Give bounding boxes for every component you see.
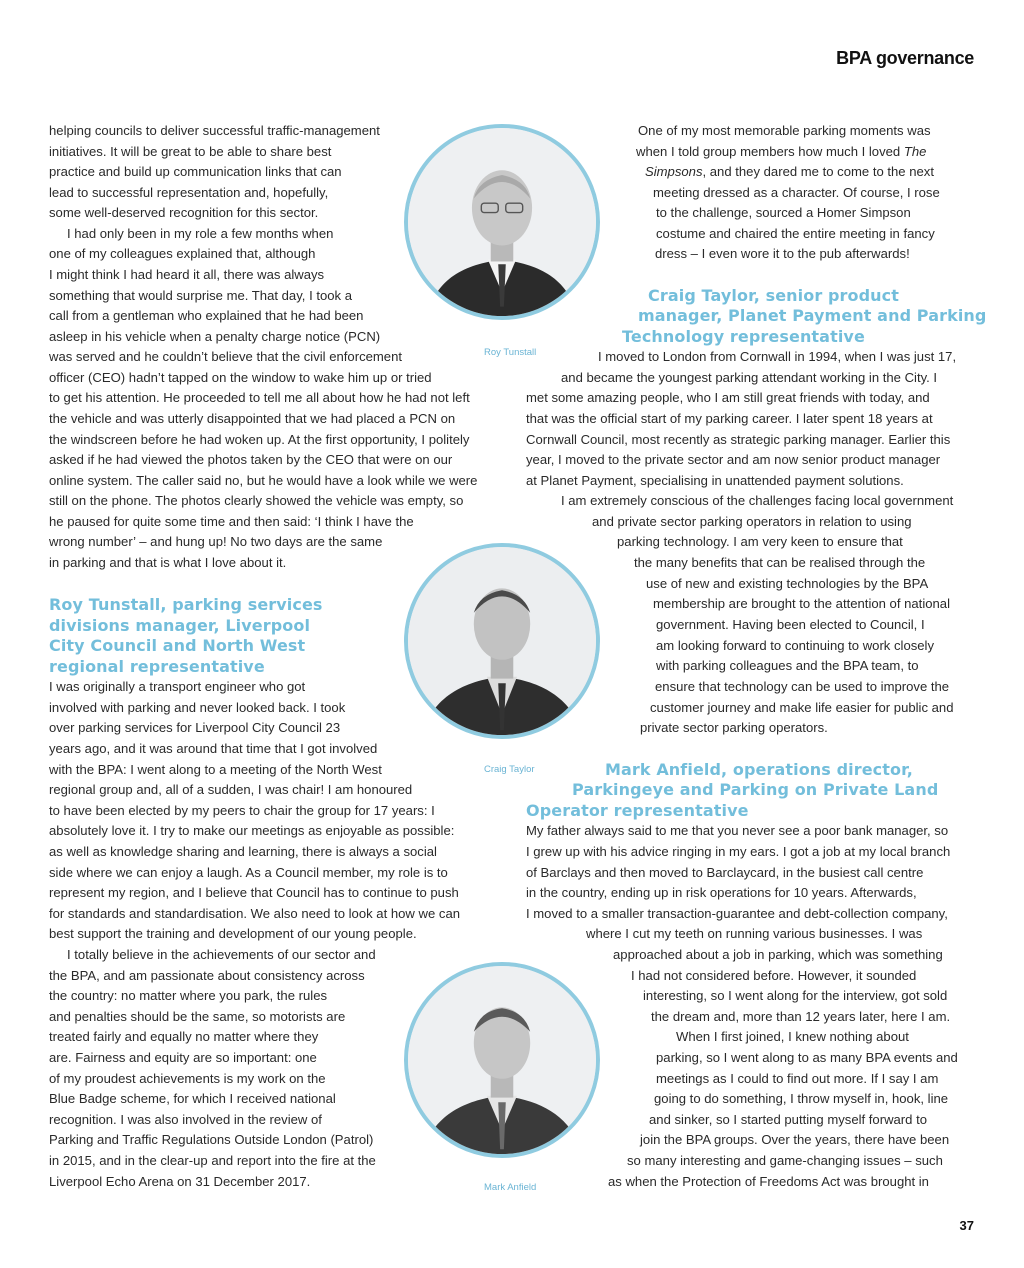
text-line: When I first joined, I knew nothing about <box>676 1029 909 1044</box>
text-line: years ago, and it was around that time that I got involved <box>49 741 378 756</box>
text-line: involved with parking and never looked back. I took <box>49 700 346 715</box>
text-line: I might think I had heard it all, there was always <box>49 267 325 282</box>
person-portrait-icon <box>408 547 596 735</box>
text-line: going to do something, I throw myself in, hook, line <box>654 1091 949 1106</box>
craig-taylor-photo <box>404 543 600 739</box>
text-line: I had only been in my role a few months when <box>67 226 334 241</box>
heading-line: Technology representative <box>622 327 865 346</box>
text-line: I grew up with his advice ringing in my ears. I got a job at my local branch <box>526 844 951 859</box>
text-line: and private sector parking operators in relation to using <box>592 514 912 529</box>
text-line: was served and he couldn’t believe that the civil enforcement <box>49 349 403 364</box>
text-line: parking, so I went along to as many BPA events and <box>656 1050 958 1065</box>
heading-line: Parkingeye and Parking on Private Land <box>572 780 939 799</box>
heading-line: divisions manager, Liverpool <box>49 616 311 635</box>
heading-line: Roy Tunstall, parking services <box>49 595 323 614</box>
text-line: best support the training and development of our young people. <box>49 926 417 941</box>
text-line: some well-deserved recognition for this sector. <box>49 205 319 220</box>
text-line: and sinker, so I started putting myself forward to <box>649 1112 928 1127</box>
text-line: one of my colleagues explained that, although <box>49 246 316 261</box>
text-line: Parking and Traffic Regulations Outside London (Patrol) <box>49 1132 374 1147</box>
text-line: to have been elected by my peers to chair the group for 17 years: I <box>49 803 435 818</box>
text-line: for standards and standardisation. We also need to look at how we can <box>49 906 461 921</box>
text-line: are. Fairness and equity are so important: one <box>49 1050 317 1065</box>
text-line: represent my region, and I believe that Council has to continue to push <box>49 885 459 900</box>
text-line: asleep in his vehicle when a penalty charge notice (PCN) <box>49 329 381 344</box>
text-line: in parking and that is what I love about it. <box>49 555 287 570</box>
text-line: Blue Badge scheme, for which I received national <box>49 1091 336 1106</box>
person-portrait-icon <box>408 966 596 1154</box>
text-line: use of new and existing technologies by the BPA <box>646 576 929 591</box>
text-line: helping councils to deliver successful traffic-management <box>49 123 380 138</box>
text-span: when I told group members how much I loved <box>636 144 904 159</box>
heading-line: Mark Anfield, operations director, <box>605 760 913 779</box>
text-line: the vehicle and was utterly disappointed that we had placed a PCN on <box>49 411 456 426</box>
text-line: the dream and, more than 12 years later, here I am. <box>651 1009 951 1024</box>
text-line: I was originally a transport engineer who got <box>49 679 306 694</box>
text-line: approached about a job in parking, which was something <box>613 947 943 962</box>
text-line: still on the phone. The photos clearly showed the vehicle was empty, so <box>49 493 464 508</box>
text-line: the country: no matter where you park, the rules <box>49 988 328 1003</box>
text-line: I am extremely conscious of the challenges facing local government <box>561 493 954 508</box>
italic-title: Simpsons <box>645 164 703 179</box>
text-line: as when the Protection of Freedoms Act was brought in <box>608 1174 929 1189</box>
section-title: BPA governance <box>836 48 974 68</box>
heading-line: Craig Taylor, senior product <box>648 286 900 305</box>
text-line: with parking colleagues and the BPA team, to <box>656 658 919 673</box>
text-line: customer journey and make life easier for public and <box>650 700 954 715</box>
text-line: One of my most memorable parking moments was <box>638 123 931 138</box>
text-line: I had not considered before. However, it sounded <box>631 968 917 983</box>
text-line: to get his attention. He proceeded to tell me all about how he had not left <box>49 390 470 405</box>
italic-title: The <box>903 144 927 159</box>
text-line: he paused for quite some time and then said: ‘I think I have the <box>49 514 414 529</box>
text-line: membership are brought to the attention of national <box>653 596 950 611</box>
photo-caption: Roy Tunstall <box>484 347 537 358</box>
text-line: My father always said to me that you never see a poor bank manager, so <box>526 823 949 838</box>
text-line: something that would surprise me. That day, I took a <box>49 288 353 303</box>
text-line: and penalties should be the same, so motorists are <box>49 1009 346 1024</box>
text-line: with the BPA: I went along to a meeting of the North West <box>49 762 382 777</box>
text-line: absolutely love it. I try to make our meetings as enjoyable as possible: <box>49 823 455 838</box>
text-line: in the country, ending up in risk operations for 10 years. Afterwards, <box>526 885 917 900</box>
text-line: I moved to London from Cornwall in 1994, when I was just 17, <box>598 349 957 364</box>
text-line: where I cut my teeth on running various businesses. I was <box>586 926 923 941</box>
text-line: private sector parking operators. <box>640 720 828 735</box>
text-line: call from a gentleman who explained that he had been <box>49 308 364 323</box>
text-span: , and they dared me to come to the next <box>702 164 934 179</box>
text-line: government. Having been elected to Council, I <box>656 617 925 632</box>
text-line: lead to successful representation and, hopefully, <box>49 185 329 200</box>
text-line: that was the official start of my parking career. I later spent 18 years at <box>526 411 933 426</box>
text-line: join the BPA groups. Over the years, there have been <box>640 1132 950 1147</box>
text-line: am looking forward to continuing to work closely <box>656 638 935 653</box>
text-line: asked if he had viewed the photos taken by the CEO that were on our <box>49 452 453 467</box>
text-line: as well as knowledge sharing and learning, there is always a social <box>49 844 437 859</box>
text-line: I moved to a smaller transaction-guarantee and debt-collection company, <box>526 906 948 921</box>
text-line: regional group and, all of a sudden, I was chair! I am honoured <box>49 782 413 797</box>
heading-line: Operator representative <box>526 801 749 820</box>
text-line: practice and build up communication links that can <box>49 164 342 179</box>
text-line: initiatives. It will be great to be able to share best <box>49 144 332 159</box>
text-line: to the challenge, sourced a Homer Simpson <box>656 205 911 220</box>
text-line: Cornwall Council, most recently as strategic parking manager. Earlier this <box>526 432 951 447</box>
text-line: side where we can enjoy a laugh. As a Council member, my role is to <box>49 865 448 880</box>
text-line: officer (CEO) hadn’t tapped on the window to wake him up or tried <box>49 370 432 385</box>
text-line: treated fairly and equally no matter where they <box>49 1029 319 1044</box>
text-line: of my proudest achievements is my work on the <box>49 1071 326 1086</box>
text-line: recognition. I was also involved in the review of <box>49 1112 322 1127</box>
text-line <box>645 162 934 182</box>
text-line: dress – I even wore it to the pub afterwards! <box>655 246 910 261</box>
person-portrait-icon <box>408 128 596 316</box>
text-line: met some amazing people, who I am still great friends with today, and <box>526 390 930 405</box>
text-line: at Planet Payment, specialising in unattended payment solutions. <box>526 473 904 488</box>
text-line: and became the youngest parking attendant working in the City. I <box>561 370 938 385</box>
text-line: wrong number’ – and hung up! No two days are the same <box>49 534 383 549</box>
page-number: 37 <box>959 1218 974 1233</box>
text-line <box>636 142 926 162</box>
text-line: of Barclays and then moved to Barclaycard, in the busiest call centre <box>526 865 924 880</box>
text-line: costume and chaired the entire meeting in fancy <box>656 226 935 241</box>
text-line: in 2015, and in the clear-up and report into the fire at the <box>49 1153 376 1168</box>
heading-line: City Council and North West <box>49 636 306 655</box>
text-line: year, I moved to the private sector and am now senior product manager <box>526 452 941 467</box>
text-line: interesting, so I went along for the interview, got sold <box>643 988 948 1003</box>
text-line: meeting dressed as a character. Of course, I rose <box>653 185 940 200</box>
roy-tunstall-photo <box>404 124 600 320</box>
text-line: so many interesting and game-changing issues – such <box>627 1153 943 1168</box>
text-line: Liverpool Echo Arena on 31 December 2017. <box>49 1174 311 1189</box>
photo-caption: Craig Taylor <box>484 764 535 775</box>
text-line: over parking services for Liverpool City Council 23 <box>49 720 341 735</box>
text-line: I totally believe in the achievements of our sector and <box>67 947 376 962</box>
text-line: the windscreen before he had woken up. At the first opportunity, I politely <box>49 432 470 447</box>
text-line: the BPA, and am passionate about consistency across <box>49 968 365 983</box>
text-line: online system. The caller said no, but he would have a look while we were <box>49 473 478 488</box>
text-line: ensure that technology can be used to improve the <box>655 679 950 694</box>
heading-line: regional representative <box>49 657 265 676</box>
text-line: the many benefits that can be realised through the <box>634 555 926 570</box>
heading-line: manager, Planet Payment and Parking <box>638 306 987 325</box>
mark-anfield-photo <box>404 962 600 1158</box>
text-line: parking technology. I am very keen to ensure that <box>617 534 903 549</box>
photo-caption: Mark Anfield <box>484 1182 537 1193</box>
text-line: meetings as I could to find out more. If I say I am <box>656 1071 939 1086</box>
